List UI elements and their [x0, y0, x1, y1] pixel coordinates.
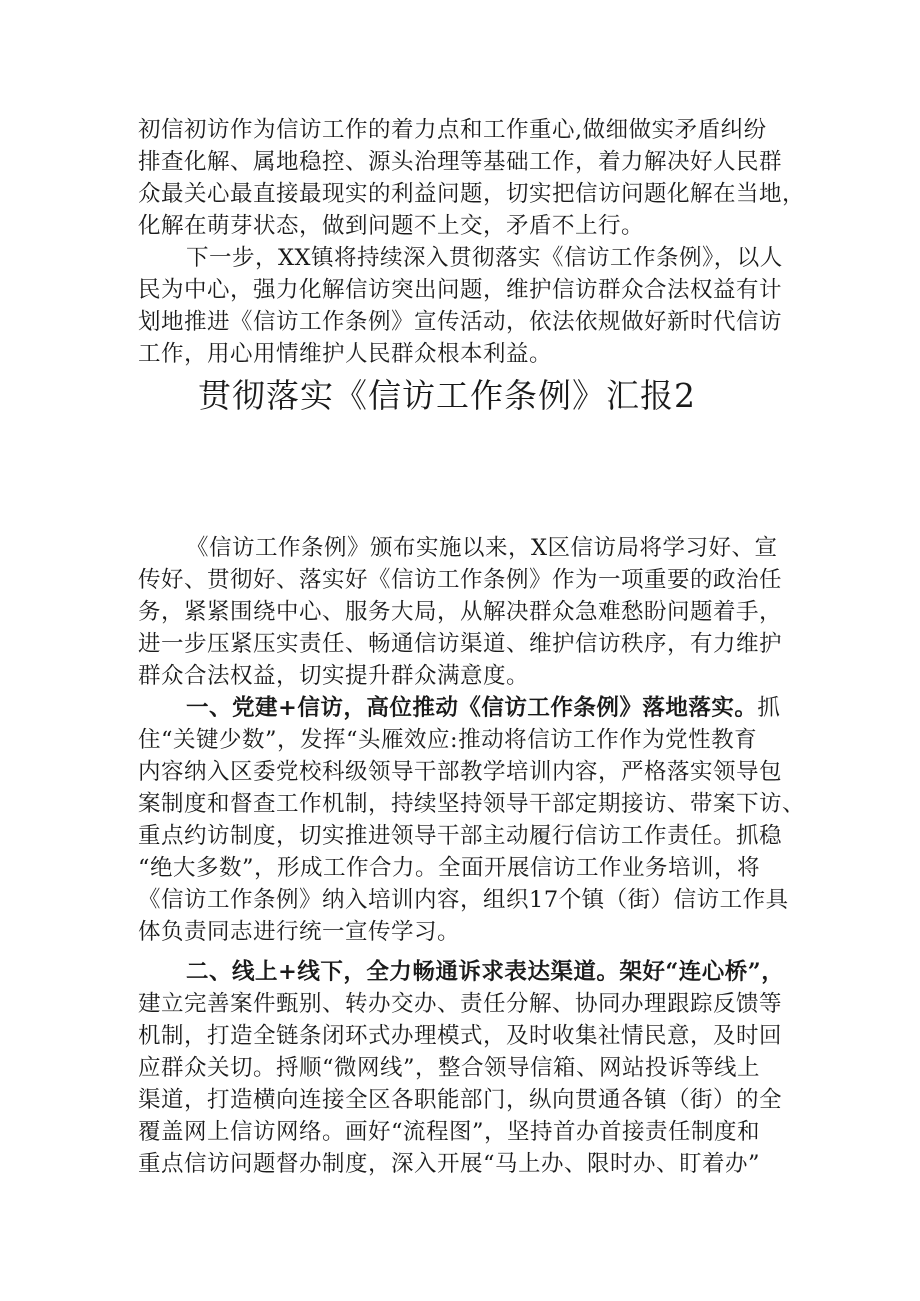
- section1-line-2: 内容纳入区委党校科级领导干部教学培训内容，严格落实领导包: [138, 759, 783, 785]
- intro-line-3: 众最关心最直接最现实的利益问题，切实把信访问题化解在当地，: [138, 181, 806, 207]
- intro-line-6: 民为中心，强力化解信访突出问题，维护信访群众合法权益有计: [138, 277, 783, 303]
- section1-line-7: 体负责同志进行统一宣传学习。: [138, 919, 461, 945]
- section1-line-5: “绝大多数”，形成工作合力。全面开展信访工作业务培训，将: [138, 855, 761, 881]
- intro-line-2: 排查化解、属地稳控、源头治理等基础工作，着力解决好人民群: [138, 149, 783, 175]
- intro-line-4: 化解在萌芽状态，做到问题不上交，矛盾不上行。: [138, 213, 645, 239]
- section1-heading: 一、党建+信访，高位推动《信访工作条例》落地落实。: [186, 695, 758, 721]
- body-line-1: 《信访工作条例》颁布实施以来，X区信访局将学习好、宣: [186, 535, 778, 561]
- body-line-2: 传好、贯彻好、落实好《信访工作条例》作为一项重要的政治任: [138, 567, 783, 593]
- section2-heading: 二、线上+线下，全力畅通诉求表达渠道。: [186, 959, 620, 985]
- section2-line-3: 应群众关切。捋顺“微网线”，整合领导信箱、网站投诉等线上: [138, 1055, 761, 1081]
- section1-line-4: 重点约访制度，切实推进领导干部主动履行信访工作责任。抓稳: [138, 823, 783, 849]
- section2-line-2: 机制，打造全链条闭环式办理模式，及时收集社情民意，及时回: [138, 1023, 783, 1049]
- document-title: 贯彻落实《信访工作条例》汇报2: [198, 376, 696, 415]
- section1-heading-line: [186, 692, 780, 724]
- intro-line-1: 初信初访作为信访工作的着力点和工作重心,做细做实矛盾纠纷: [138, 117, 767, 143]
- intro-line-7: 划地推进《信访工作条例》宣传活动，依法依规做好新时代信访: [138, 309, 783, 335]
- section2-heading-tail: 架好“连心桥”，: [619, 959, 785, 985]
- section2-heading-line: [186, 956, 784, 988]
- section2-line-6: 重点信访问题督办制度，深入开展“马上办、限时办、盯着办”: [138, 1151, 761, 1177]
- section1-line-6: 《信访工作条例》纳入培训内容，组织17个镇（街）信访工作具: [138, 887, 789, 913]
- section2-line-5: 覆盖网上信访网络。画好“流程图”，坚持首办首接责任制度和: [138, 1119, 761, 1145]
- body-line-5: 群众合法权益，切实提升群众满意度。: [138, 663, 530, 689]
- section1-line-1: 住“关键少数”，发挥“头雁效应:推动将信访工作作为党性教育: [138, 727, 758, 753]
- body-line-3: 务，紧紧围绕中心、服务大局，从解决群众急难愁盼问题着手，: [138, 599, 783, 625]
- section2-line-4: 渠道，打造横向连接全区各职能部门，纵向贯通各镇（街）的全: [138, 1087, 783, 1113]
- intro-line-5: 下一步，XX镇将持续深入贯彻落实《信访工作条例》，以人: [186, 245, 783, 271]
- section1-line-3: 案制度和督查工作机制，持续坚持领导干部定期接访、带案下访、: [138, 791, 806, 817]
- body-line-4: 进一步压紧压实责任、畅通信访渠道、维护信访秩序，有力维护: [138, 631, 783, 657]
- intro-line-8: 工作，用心用情维护人民群众根本利益。: [138, 341, 553, 367]
- section2-line-1: 建立完善案件甄别、转办交办、责任分解、协同办理跟踪反馈等: [138, 991, 783, 1017]
- section1-heading-tail: 抓: [757, 695, 781, 721]
